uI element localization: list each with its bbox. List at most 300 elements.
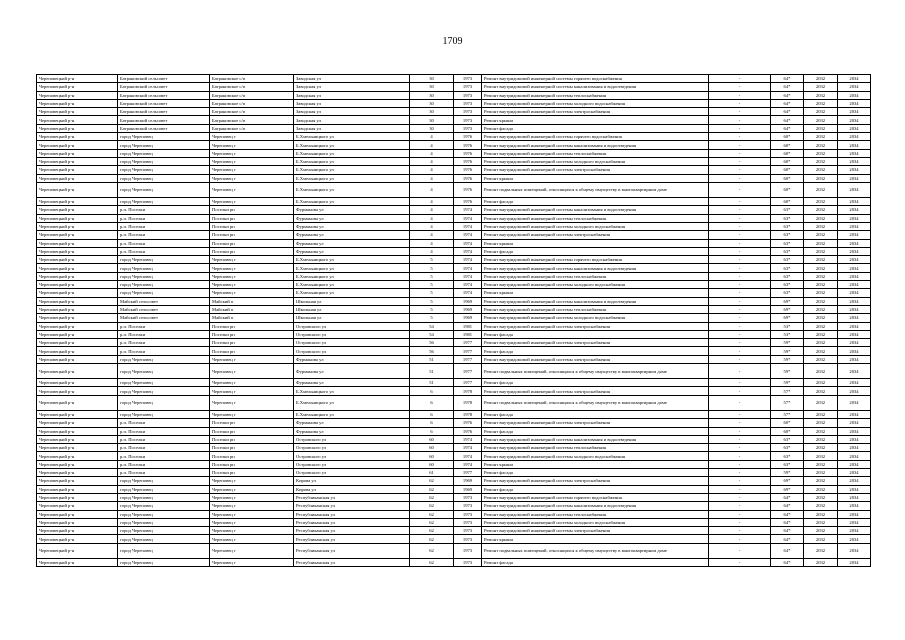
house-number-cell: 62	[410, 527, 454, 535]
municipality-cell: Батрановский сельсовет	[118, 108, 210, 116]
start-year-cell: 2032	[804, 444, 838, 452]
start-year-cell: 2032	[804, 182, 838, 197]
wear-percent-cell: 53*	[771, 322, 804, 330]
settlement-cell: Череповец г	[210, 281, 294, 289]
house-number-cell: 30	[410, 99, 454, 107]
build-year-cell: 1969	[454, 305, 482, 313]
work-type-cell: Ремонт внутридомовой инженерной системы холодного водоснабжения	[482, 314, 709, 322]
municipality-cell: город Череповец	[118, 141, 210, 149]
end-year-cell: 2034	[838, 124, 871, 132]
municipality-cell: город Череповец	[118, 281, 210, 289]
municipality-cell: город Череповец	[118, 166, 210, 174]
work-type-cell: Ремонт крыши	[482, 535, 709, 543]
start-year-cell: 2032	[804, 395, 838, 410]
municipality-cell: Батрановский сельсовет	[118, 83, 210, 91]
table-row	[37, 166, 871, 174]
table-row	[37, 281, 871, 289]
table-row	[37, 124, 871, 132]
table-row	[37, 297, 871, 305]
district-cell: Череповецкий р-н	[37, 239, 118, 247]
municipality-cell: р.п. Поселки	[118, 231, 210, 239]
build-year-cell: 1978	[454, 387, 482, 395]
wear-percent-cell: 69*	[771, 297, 804, 305]
house-number-cell: 4	[410, 198, 454, 206]
street-cell: Республиканская ул	[294, 502, 410, 510]
municipality-cell: город Череповец	[118, 264, 210, 272]
wear-percent-cell: 64*	[771, 83, 804, 91]
dash-cell-cell: -	[709, 297, 771, 305]
build-year-cell: 1974	[454, 460, 482, 468]
house-number-cell: 30	[410, 75, 454, 83]
municipality-cell: Батрановский сельсовет	[118, 91, 210, 99]
start-year-cell: 2032	[804, 493, 838, 501]
work-type-cell: Ремонт внутридомовой инженерной системы горячего водоснабжения	[482, 75, 709, 83]
work-type-cell: Ремонт внутридомовой инженерной системы канализования и водоотведения	[482, 297, 709, 305]
start-year-cell: 2032	[804, 435, 838, 443]
table-row	[37, 83, 871, 91]
end-year-cell: 2034	[838, 281, 871, 289]
municipality-cell: город Череповец	[118, 558, 210, 566]
settlement-cell: Поселки рп	[210, 206, 294, 214]
settlement-cell: Поселки рп	[210, 347, 294, 355]
build-year-cell: 1976	[454, 419, 482, 427]
dash-cell-cell: -	[709, 558, 771, 566]
house-number-cell: 4	[410, 222, 454, 230]
wear-percent-cell: 63*	[771, 256, 804, 264]
district-cell: Череповецкий р-н	[37, 558, 118, 566]
wear-percent-cell: 63*	[771, 460, 804, 468]
municipality-cell: р.п. Поселки	[118, 339, 210, 347]
house-number-cell: 4	[410, 166, 454, 174]
table-row	[37, 116, 871, 124]
wear-percent-cell: 64*	[771, 527, 804, 535]
dash-cell-cell: -	[709, 247, 771, 255]
house-number-cell: 56	[410, 347, 454, 355]
house-number-cell: 30	[410, 91, 454, 99]
build-year-cell: 1976	[454, 182, 482, 197]
wear-percent-cell: 64*	[771, 535, 804, 543]
end-year-cell: 2034	[838, 558, 871, 566]
build-year-cell: 1973	[454, 518, 482, 526]
street-cell: Республиканская ул	[294, 535, 410, 543]
build-year-cell: 1976	[454, 157, 482, 165]
district-cell: Череповецкий р-н	[37, 322, 118, 330]
work-type-cell: Ремонт фасада	[482, 124, 709, 132]
municipality-cell: р.п. Поселки	[118, 247, 210, 255]
end-year-cell: 2034	[838, 75, 871, 83]
build-year-cell: 1973	[454, 124, 482, 132]
house-number-cell: 30	[410, 108, 454, 116]
house-number-cell: 4	[410, 174, 454, 182]
house-number-cell: 62	[410, 518, 454, 526]
table-row	[37, 314, 871, 322]
work-type-cell: Ремонт внутридомовой инженерной системы электроснабжения	[482, 477, 709, 485]
work-type-cell: Ремонт внутридомовой инженерной системы холодного водоснабжения	[482, 281, 709, 289]
work-type-cell: Ремонт крыши	[482, 460, 709, 468]
build-year-cell: 1976	[454, 198, 482, 206]
settlement-cell: Батрановское с/п	[210, 99, 294, 107]
table-row	[37, 535, 871, 543]
street-cell: Островского ул	[294, 435, 410, 443]
start-year-cell: 2032	[804, 239, 838, 247]
district-cell: Череповецкий р-н	[37, 379, 118, 387]
street-cell: Б.Хмельницкого ул	[294, 133, 410, 141]
start-year-cell: 2032	[804, 527, 838, 535]
start-year-cell: 2032	[804, 510, 838, 518]
house-number-cell: 56	[410, 339, 454, 347]
work-type-cell: Ремонт внутридомовой инженерной системы горячего водоснабжения	[482, 493, 709, 501]
settlement-cell: Череповец г	[210, 387, 294, 395]
dash-cell-cell: -	[709, 347, 771, 355]
dash-cell-cell: -	[709, 493, 771, 501]
end-year-cell: 2034	[838, 339, 871, 347]
start-year-cell: 2032	[804, 347, 838, 355]
table-row	[37, 427, 871, 435]
settlement-cell: Батрановское с/п	[210, 116, 294, 124]
district-cell: Череповецкий р-н	[37, 460, 118, 468]
wear-percent-cell: 64*	[771, 493, 804, 501]
district-cell: Череповецкий р-н	[37, 108, 118, 116]
work-type-cell: Ремонт внутридомовой инженерной системы канализования и водоотведения	[482, 141, 709, 149]
house-number-cell: 6	[410, 387, 454, 395]
work-type-cell: Ремонт крыши	[482, 116, 709, 124]
house-number-cell: 51	[410, 379, 454, 387]
table-row	[37, 502, 871, 510]
street-cell: Островского ул	[294, 330, 410, 338]
municipality-cell: р.п. Поселки	[118, 222, 210, 230]
build-year-cell: 1969	[454, 477, 482, 485]
build-year-cell: 1974	[454, 239, 482, 247]
start-year-cell: 2032	[804, 157, 838, 165]
dash-cell-cell: -	[709, 133, 771, 141]
dash-cell-cell: -	[709, 435, 771, 443]
municipality-cell: р.п. Поселки	[118, 206, 210, 214]
dash-cell-cell: -	[709, 444, 771, 452]
house-number-cell: 30	[410, 116, 454, 124]
district-cell: Череповецкий р-н	[37, 477, 118, 485]
build-year-cell: 1973	[454, 116, 482, 124]
wear-percent-cell: 60*	[771, 427, 804, 435]
street-cell: Б.Хмельницкого ул	[294, 256, 410, 264]
municipality-cell: Батрановский сельсовет	[118, 124, 210, 132]
settlement-cell: Череповец г	[210, 510, 294, 518]
build-year-cell: 1976	[454, 427, 482, 435]
house-number-cell: 4	[410, 133, 454, 141]
end-year-cell: 2034	[838, 410, 871, 418]
start-year-cell: 2032	[804, 91, 838, 99]
start-year-cell: 2032	[804, 379, 838, 387]
street-cell: Б.Хмельницкого ул	[294, 272, 410, 280]
table-row	[37, 222, 871, 230]
street-cell: Республиканская ул	[294, 493, 410, 501]
municipality-cell: Майский сельсовет	[118, 297, 210, 305]
end-year-cell: 2034	[838, 108, 871, 116]
house-number-cell: 5	[410, 289, 454, 297]
end-year-cell: 2034	[838, 502, 871, 510]
dash-cell-cell: -	[709, 477, 771, 485]
start-year-cell: 2032	[804, 214, 838, 222]
street-cell: Республиканская ул	[294, 518, 410, 526]
start-year-cell: 2032	[804, 558, 838, 566]
wear-percent-cell: 63*	[771, 272, 804, 280]
district-cell: Череповецкий р-н	[37, 99, 118, 107]
start-year-cell: 2032	[804, 427, 838, 435]
settlement-cell: Череповец г	[210, 182, 294, 197]
table-row	[37, 133, 871, 141]
build-year-cell: 1974	[454, 452, 482, 460]
table-row	[37, 272, 871, 280]
municipality-cell: город Череповец	[118, 485, 210, 493]
house-number-cell: 62	[410, 477, 454, 485]
district-cell: Череповецкий р-н	[37, 355, 118, 363]
table-row	[37, 460, 871, 468]
start-year-cell: 2032	[804, 198, 838, 206]
wear-percent-cell: 60*	[771, 419, 804, 427]
wear-percent-cell: 60*	[771, 198, 804, 206]
district-cell: Череповецкий р-н	[37, 247, 118, 255]
street-cell: Островского ул	[294, 322, 410, 330]
street-cell: Заводская ул	[294, 116, 410, 124]
dash-cell-cell: -	[709, 305, 771, 313]
municipality-cell: город Череповец	[118, 272, 210, 280]
end-year-cell: 2034	[838, 379, 871, 387]
district-cell: Череповецкий р-н	[37, 222, 118, 230]
end-year-cell: 2034	[838, 444, 871, 452]
wear-percent-cell: 63*	[771, 247, 804, 255]
build-year-cell: 1969	[454, 314, 482, 322]
dash-cell-cell: -	[709, 355, 771, 363]
table-row	[37, 435, 871, 443]
settlement-cell: Поселки рп	[210, 427, 294, 435]
table-row	[37, 347, 871, 355]
wear-percent-cell: 63*	[771, 206, 804, 214]
municipality-cell: город Череповец	[118, 518, 210, 526]
start-year-cell: 2032	[804, 419, 838, 427]
end-year-cell: 2034	[838, 149, 871, 157]
end-year-cell: 2034	[838, 535, 871, 543]
end-year-cell: 2034	[838, 395, 871, 410]
district-cell: Череповецкий р-н	[37, 124, 118, 132]
table-row	[37, 395, 871, 410]
dash-cell-cell: -	[709, 518, 771, 526]
dash-cell-cell: -	[709, 527, 771, 535]
end-year-cell: 2034	[838, 477, 871, 485]
settlement-cell: Поселки рп	[210, 460, 294, 468]
wear-percent-cell: 64*	[771, 99, 804, 107]
build-year-cell: 1977	[454, 363, 482, 378]
street-cell: Заводская ул	[294, 83, 410, 91]
street-cell: Фурманова ул	[294, 231, 410, 239]
wear-percent-cell: 64*	[771, 502, 804, 510]
start-year-cell: 2032	[804, 247, 838, 255]
street-cell: Б.Хмельницкого ул	[294, 281, 410, 289]
wear-percent-cell: 64*	[771, 116, 804, 124]
municipality-cell: город Череповец	[118, 198, 210, 206]
wear-percent-cell: 63*	[771, 289, 804, 297]
settlement-cell: Череповец г	[210, 363, 294, 378]
build-year-cell: 1974	[454, 206, 482, 214]
house-number-cell: 5	[410, 314, 454, 322]
municipality-cell: р.п. Поселки	[118, 330, 210, 338]
wear-percent-cell: 63*	[771, 452, 804, 460]
settlement-cell: Поселки рп	[210, 469, 294, 477]
street-cell: Б.Хмельницкого ул	[294, 395, 410, 410]
district-cell: Череповецкий р-н	[37, 214, 118, 222]
settlement-cell: Череповец г	[210, 502, 294, 510]
municipality-cell: город Череповец	[118, 543, 210, 558]
build-year-cell: 1976	[454, 141, 482, 149]
work-type-cell: Ремонт внутридомовой инженерной системы канализования и водоотведения	[482, 83, 709, 91]
dash-cell-cell: -	[709, 543, 771, 558]
settlement-cell: Череповец г	[210, 157, 294, 165]
house-number-cell: 4	[410, 182, 454, 197]
end-year-cell: 2034	[838, 347, 871, 355]
dash-cell-cell: -	[709, 99, 771, 107]
build-year-cell: 1977	[454, 339, 482, 347]
settlement-cell: Поселки рп	[210, 247, 294, 255]
dash-cell-cell: -	[709, 124, 771, 132]
work-type-cell: Ремонт подвальных помещений, относящихся к общему имуществу в многоквартирном доме	[482, 182, 709, 197]
house-number-cell: 62	[410, 485, 454, 493]
start-year-cell: 2032	[804, 99, 838, 107]
district-cell: Череповецкий р-н	[37, 272, 118, 280]
settlement-cell: Череповец г	[210, 198, 294, 206]
wear-percent-cell: 69*	[771, 314, 804, 322]
settlement-cell: Поселки рп	[210, 231, 294, 239]
municipality-cell: город Череповец	[118, 410, 210, 418]
table-row	[37, 247, 871, 255]
start-year-cell: 2032	[804, 297, 838, 305]
district-cell: Череповецкий р-н	[37, 133, 118, 141]
wear-percent-cell: 63*	[771, 264, 804, 272]
settlement-cell: Батрановское с/п	[210, 83, 294, 91]
settlement-cell: Поселки рп	[210, 222, 294, 230]
table-row	[37, 493, 871, 501]
start-year-cell: 2032	[804, 502, 838, 510]
street-cell: Заводская ул	[294, 75, 410, 83]
house-number-cell: 51	[410, 363, 454, 378]
street-cell: Фурманова ул	[294, 379, 410, 387]
settlement-cell: Поселки рп	[210, 322, 294, 330]
table-row	[37, 289, 871, 297]
dash-cell-cell: -	[709, 166, 771, 174]
start-year-cell: 2032	[804, 355, 838, 363]
dash-cell-cell: -	[709, 149, 771, 157]
settlement-cell: Череповец г	[210, 410, 294, 418]
end-year-cell: 2034	[838, 427, 871, 435]
table-row	[37, 339, 871, 347]
table-row	[37, 214, 871, 222]
start-year-cell: 2032	[804, 231, 838, 239]
end-year-cell: 2034	[838, 166, 871, 174]
build-year-cell: 1974	[454, 214, 482, 222]
work-type-cell: Ремонт крыши	[482, 239, 709, 247]
page-number: 1709	[442, 36, 463, 47]
dash-cell-cell: -	[709, 330, 771, 338]
house-number-cell: 51	[410, 355, 454, 363]
end-year-cell: 2034	[838, 206, 871, 214]
wear-percent-cell: 64*	[771, 558, 804, 566]
dash-cell-cell: -	[709, 281, 771, 289]
street-cell: Заводская ул	[294, 99, 410, 107]
house-number-cell: 61	[410, 469, 454, 477]
district-cell: Череповецкий р-н	[37, 174, 118, 182]
district-cell: Череповецкий р-н	[37, 157, 118, 165]
municipality-cell: р.п. Поселки	[118, 322, 210, 330]
district-cell: Череповецкий р-н	[37, 427, 118, 435]
end-year-cell: 2034	[838, 493, 871, 501]
work-type-cell: Ремонт фасада	[482, 330, 709, 338]
dash-cell-cell: -	[709, 206, 771, 214]
district-cell: Череповецкий р-н	[37, 75, 118, 83]
end-year-cell: 2034	[838, 419, 871, 427]
district-cell: Череповецкий р-н	[37, 419, 118, 427]
settlement-cell: Поселки рп	[210, 435, 294, 443]
street-cell: Б.Хмельницкого ул	[294, 410, 410, 418]
settlement-cell: Батрановское с/п	[210, 124, 294, 132]
street-cell: Фурманова ул	[294, 214, 410, 222]
work-type-cell: Ремонт внутридомовой инженерной системы теплоснабжения	[482, 272, 709, 280]
district-cell: Череповецкий р-н	[37, 166, 118, 174]
table-row	[37, 149, 871, 157]
table-row	[37, 485, 871, 493]
municipality-cell: р.п. Поселки	[118, 419, 210, 427]
table-row	[37, 387, 871, 395]
dash-cell-cell: -	[709, 502, 771, 510]
work-type-cell: Ремонт фасада	[482, 485, 709, 493]
end-year-cell: 2034	[838, 387, 871, 395]
dash-cell-cell: -	[709, 419, 771, 427]
wear-percent-cell: 63*	[771, 222, 804, 230]
table-row	[37, 410, 871, 418]
work-type-cell: Ремонт внутридомовой инженерной системы канализования и водоотведения	[482, 435, 709, 443]
start-year-cell: 2032	[804, 272, 838, 280]
house-number-cell: 5	[410, 297, 454, 305]
build-year-cell: 1973	[454, 535, 482, 543]
street-cell: Фурманова ул	[294, 222, 410, 230]
table-row	[37, 75, 871, 83]
house-number-cell: 5	[410, 272, 454, 280]
work-type-cell: Ремонт фасада	[482, 469, 709, 477]
build-year-cell: 1976	[454, 174, 482, 182]
build-year-cell: 1973	[454, 83, 482, 91]
street-cell: Республиканская ул	[294, 510, 410, 518]
wear-percent-cell: 59*	[771, 355, 804, 363]
end-year-cell: 2034	[838, 363, 871, 378]
work-type-cell: Ремонт внутридомовой инженерной системы электроснабжения	[482, 419, 709, 427]
municipality-cell: город Череповец	[118, 355, 210, 363]
street-cell: Б.Хмельницкого ул	[294, 289, 410, 297]
build-year-cell: 1973	[454, 108, 482, 116]
dash-cell-cell: -	[709, 469, 771, 477]
house-number-cell: 60	[410, 435, 454, 443]
end-year-cell: 2034	[838, 527, 871, 535]
wear-percent-cell: 63*	[771, 231, 804, 239]
dash-cell-cell: -	[709, 379, 771, 387]
work-type-cell: Ремонт внутридомовой инженерной системы теплоснабжения	[482, 214, 709, 222]
municipality-cell: город Череповец	[118, 502, 210, 510]
end-year-cell: 2034	[838, 198, 871, 206]
start-year-cell: 2032	[804, 469, 838, 477]
table-row	[37, 174, 871, 182]
settlement-cell: Череповец г	[210, 166, 294, 174]
district-cell: Череповецкий р-н	[37, 182, 118, 197]
end-year-cell: 2034	[838, 83, 871, 91]
dash-cell-cell: -	[709, 182, 771, 197]
table-row	[37, 510, 871, 518]
table-row	[37, 206, 871, 214]
district-cell: Череповецкий р-н	[37, 281, 118, 289]
